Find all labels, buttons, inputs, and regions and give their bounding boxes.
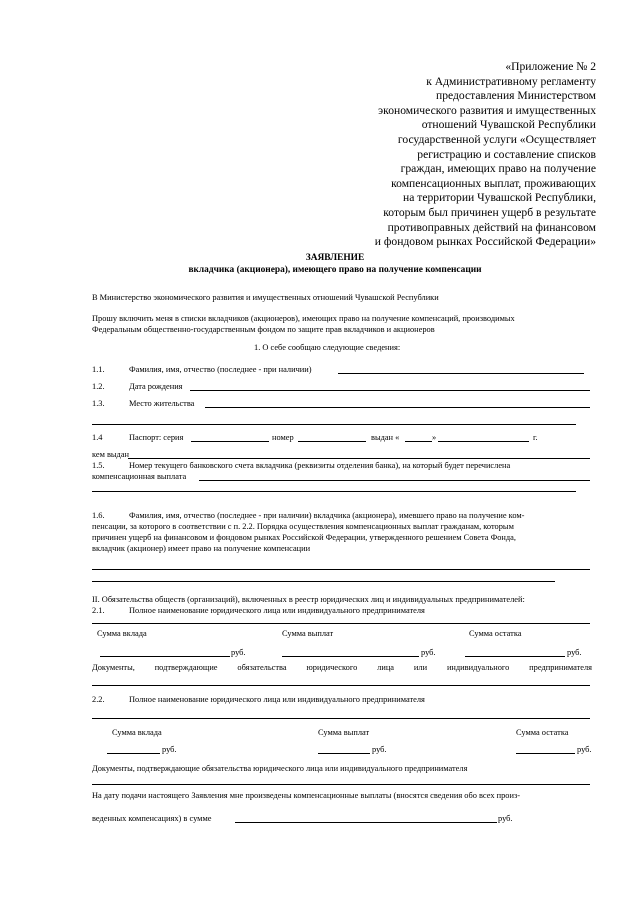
passport-quote-close: » <box>432 433 437 442</box>
request-text-line2: Федеральным общественно-государственным фондом по защите прав вкладчиков и акционеров <box>92 325 435 334</box>
documents-word: лица <box>377 663 395 672</box>
depositor-name-field-line2[interactable] <box>92 581 555 582</box>
appendix-line: «Приложение № 2 <box>505 60 596 73</box>
field-number-1-3: 1.3. <box>92 399 105 408</box>
passport-number-field[interactable] <box>298 441 366 442</box>
appendix-line: к Административному регламенту <box>426 74 596 88</box>
passport-series-field[interactable] <box>191 441 269 442</box>
request-text-line1: Прошу включить меня в списки вкладчиков (акционеров), имеющих право на получение компенсаций, производимых <box>92 314 515 323</box>
documents-word: обязательства <box>237 663 287 672</box>
closing-text-line1: На дату подачи настоящего Заявления мне произведены компенсационные выплаты (вносятся сведения обо всех произ- <box>92 791 521 800</box>
passport-year-label: г. <box>533 433 538 442</box>
field-1-5-label-2: компенсационная выплата <box>92 472 187 481</box>
appendix-header <box>296 60 596 250</box>
field-1-1-label: Фамилия, имя, отчество (последнее - при наличии) <box>129 365 312 374</box>
field-number-1-6: 1.6. <box>92 511 105 520</box>
paid-amount-field-2-1[interactable] <box>282 656 419 657</box>
passport-issue-day-field[interactable] <box>405 441 432 442</box>
field-1-5-label: Номер текущего банковского счета вкладчика (реквизиты отделения банка), на который будет перечислена <box>129 461 511 470</box>
depositor-name-field[interactable] <box>92 569 590 570</box>
field-1-6-text-1: Фамилия, имя, отчество (последнее - при наличии) вкладчика (акционера), имевшего право на получение ком- <box>129 511 525 520</box>
rub-label: руб. <box>372 745 387 754</box>
documents-word: индивидуального <box>446 663 510 672</box>
documents-word: предпринимателя <box>529 663 592 672</box>
field-1-6-text-2: пенсации, за которого в соответствии с п. 2.2. Порядка осуществления компенсационных выплат гражданам, которым <box>92 522 514 531</box>
appendix-line: граждан, имеющих право на получение <box>400 162 596 176</box>
documents-word: подтверждающие <box>154 663 218 672</box>
documents-word: или <box>413 663 428 672</box>
column-deposit-label: Сумма вклада <box>97 629 147 638</box>
field-1-2-label: Дата рождения <box>129 382 183 391</box>
rub-label: руб. <box>421 648 436 657</box>
addressee-text: В Министерство экономического развития и имущественных отношений Чувашской Республики <box>92 293 439 302</box>
column-rest-label: Сумма остатка <box>469 629 522 638</box>
documents-field-2-1[interactable] <box>92 685 590 686</box>
section2-heading: II. Обязательства обществ (организаций), включенных в реестр юридических лиц и индивидуальных предпринимателей: <box>92 595 525 604</box>
appendix-line: регистрацию и составление списков <box>417 147 596 161</box>
closing-rub-label: руб. <box>498 814 513 823</box>
rub-label: руб. <box>567 648 582 657</box>
full-name-field[interactable] <box>338 373 584 374</box>
entity-name-field-2-1[interactable] <box>92 623 590 624</box>
field-2-1-label: Полное наименование юридического лица или индивидуального предпринимателя <box>129 606 425 615</box>
section1-heading: 1. О себе сообщаю следующие сведения: <box>254 343 401 352</box>
entity-name-field-2-2[interactable] <box>92 718 590 719</box>
appendix-line: предоставления Министерством <box>436 89 596 103</box>
rub-label: руб. <box>231 648 246 657</box>
appendix-line: которым был причинен ущерб в результате <box>383 205 596 219</box>
residence-field[interactable] <box>205 407 590 408</box>
passport-issue-month-field[interactable] <box>438 441 529 442</box>
rub-label: руб. <box>577 745 592 754</box>
documents-word: юридического <box>306 663 358 672</box>
compensation-amount-field[interactable] <box>235 822 497 823</box>
appendix-line: экономического развития и имущественных <box>378 103 596 117</box>
field-1-6-text-4: вкладчик (акционер) имеет право на получение компенсации <box>92 544 311 553</box>
field-number-2-1: 2.1. <box>92 606 105 615</box>
passport-issuer-field[interactable] <box>128 458 590 459</box>
documents-label-2-1 <box>92 662 592 673</box>
column-deposit-label: Сумма вклада <box>112 728 162 737</box>
title-main: ЗАЯВЛЕНИЕ <box>305 253 365 263</box>
bank-account-field-line2[interactable] <box>92 491 576 492</box>
field-1-3-label: Место жительства <box>129 399 195 408</box>
passport-series-label: Паспорт: серия <box>129 433 184 442</box>
deposit-amount-field-2-2[interactable] <box>107 753 160 754</box>
document-title <box>60 252 610 276</box>
appendix-line: компенсационных выплат, проживающих <box>391 176 596 190</box>
bank-account-field[interactable] <box>199 480 590 481</box>
field-number-1-5: 1.5. <box>92 461 105 470</box>
birth-date-field[interactable] <box>190 390 590 391</box>
field-number-1-4: 1.4 <box>92 433 103 442</box>
passport-number-label: номер <box>272 433 294 442</box>
appendix-line: и фондовом рынках Российской Федерации» <box>374 235 596 249</box>
passport-issuer-label: кем выдан <box>92 450 130 459</box>
rub-label: руб. <box>162 745 177 754</box>
field-number-2-2: 2.2. <box>92 695 105 704</box>
column-paid-label: Сумма выплат <box>318 728 370 737</box>
closing-text-line2: веденных компенсациях) в сумме <box>92 814 212 823</box>
field-number-1-1: 1.1. <box>92 365 105 374</box>
appendix-line: отношений Чувашской Республики <box>421 118 596 132</box>
title-sub: вкладчика (акционера), имеющего право на получение компенсации <box>188 265 482 275</box>
documents-word: Документы, <box>92 663 135 672</box>
field-number-1-2: 1.2. <box>92 382 105 391</box>
appendix-line: противоправных действий на финансовом <box>387 220 596 234</box>
column-paid-label: Сумма выплат <box>282 629 334 638</box>
passport-issued-label: выдан « <box>371 433 400 442</box>
column-rest-label: Сумма остатка <box>516 728 569 737</box>
rest-amount-field-2-2[interactable] <box>516 753 575 754</box>
appendix-line: на территории Чувашской Республики, <box>403 191 596 205</box>
residence-field-line2[interactable] <box>92 424 576 425</box>
appendix-line: государственной услуги «Осуществляет <box>397 132 596 146</box>
paid-amount-field-2-2[interactable] <box>318 753 370 754</box>
field-2-2-label: Полное наименование юридического лица или индивидуального предпринимателя <box>129 695 425 704</box>
rest-amount-field-2-1[interactable] <box>465 656 565 657</box>
deposit-amount-field-2-1[interactable] <box>100 656 230 657</box>
field-1-6-text-3: причинен ущерб на финансовом и фондовом рынках Российской Федерации, утвержденного решением Совета Фонда, <box>92 533 516 542</box>
documents-label-2-2: Документы, подтверждающие обязательства юридического лица или индивидуального предпринимателя <box>92 764 468 773</box>
documents-field-2-2[interactable] <box>92 784 590 785</box>
